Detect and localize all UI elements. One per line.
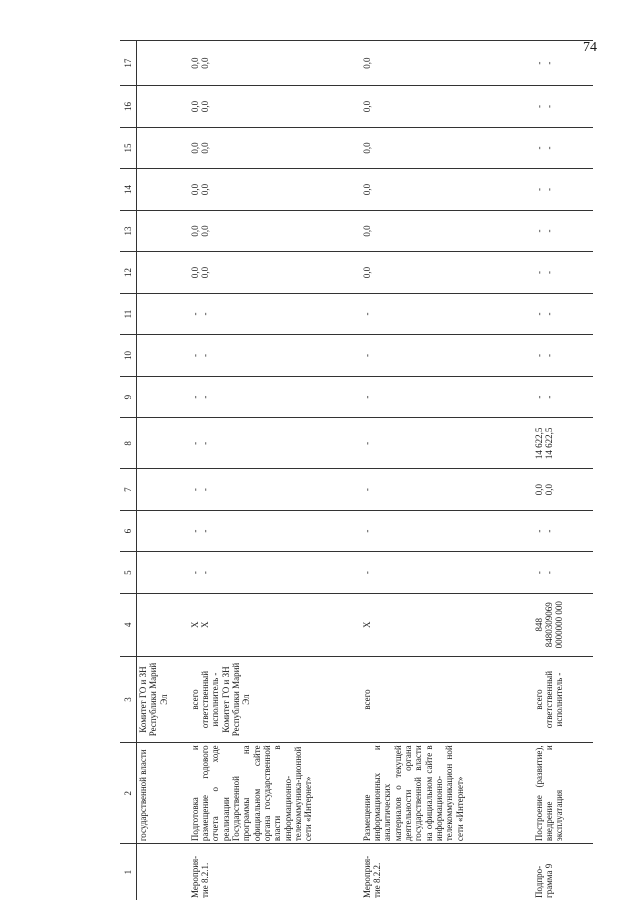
cell-responsible: Комитет ГО и ЗН Республики Марий Эл — [137, 656, 189, 743]
cell-line: - — [543, 104, 554, 108]
cell-line: Х — [199, 621, 210, 629]
header-cell: 14 — [120, 169, 137, 211]
cell-line: 14 622,5 — [533, 427, 544, 460]
cell-value — [137, 210, 189, 252]
cell-description: Размещение информационных и аналитических материалов о текущей деятельности органа государственной власти на официальном сайте в информационно-телекоммуникацион ной сети «Интернет» — [361, 743, 533, 844]
cell-value — [189, 127, 361, 169]
cell-line: 0,0 — [189, 225, 200, 237]
header-cell: 16 — [120, 86, 137, 128]
cell-value — [533, 293, 593, 335]
cell-line: 0,0 — [533, 483, 544, 496]
cell-value — [533, 376, 593, 418]
table-row — [361, 41, 533, 901]
cell-line: 0,0 — [189, 266, 200, 279]
cell-value — [189, 252, 361, 294]
header-cell: 5 — [120, 552, 137, 594]
cell-line: 0,0 — [199, 266, 210, 279]
cell-line: - — [533, 229, 544, 233]
cell-line: 0,0 — [189, 57, 200, 69]
cell-value — [137, 510, 189, 552]
cell-responsible: всего — [361, 656, 533, 743]
cell-id — [137, 844, 189, 900]
cell-value — [533, 127, 593, 169]
cell-value — [137, 293, 189, 335]
cell-value — [137, 86, 189, 128]
cell-value — [189, 418, 361, 469]
cell-value — [533, 41, 593, 86]
cell-value: - — [361, 293, 533, 335]
cell-line: - — [533, 354, 544, 358]
cell-value — [137, 376, 189, 418]
cell-value: - — [361, 469, 533, 511]
header-row — [120, 41, 137, 901]
cell-line: 0,0 — [199, 57, 210, 69]
cell-value: 0,0 — [361, 127, 533, 169]
header-cell: 12 — [120, 252, 137, 294]
header-cell: 11 — [120, 293, 137, 335]
cell-value — [189, 293, 361, 335]
cell-responsible — [533, 656, 593, 743]
cell-line: 0,0 — [199, 225, 210, 237]
cell-line: 848 — [533, 618, 544, 632]
cell-line: 0,0 — [543, 483, 554, 496]
cell-id: Мероприя-тие 8.2.1. — [189, 844, 361, 900]
header-cell: 2 — [120, 743, 137, 844]
cell-line: - — [533, 529, 544, 533]
cell-line: - — [543, 61, 554, 65]
cell-line: - — [189, 441, 200, 445]
cell-line: - — [543, 187, 554, 191]
cell-value: 0,0 — [361, 86, 533, 128]
cell-value — [533, 86, 593, 128]
cell-code — [533, 593, 593, 656]
cell-value — [137, 252, 189, 294]
cell-value — [189, 41, 361, 86]
cell-code — [137, 593, 189, 656]
cell-value — [137, 127, 189, 169]
cell-line: - — [543, 571, 554, 575]
cell-line: 14 622,5 — [543, 427, 554, 460]
header-cell: 7 — [120, 469, 137, 511]
header-cell: 15 — [120, 127, 137, 169]
cell-id: Мероприя-тие 8.2.2. — [361, 844, 533, 900]
cell-line: 0,0 — [189, 183, 200, 196]
cell-line: - — [199, 354, 210, 358]
cell-code: Х — [361, 593, 533, 656]
cell-responsible — [189, 656, 361, 743]
cell-line: - — [189, 529, 200, 533]
cell-value — [533, 252, 593, 294]
cell-value — [189, 376, 361, 418]
cell-line: ответственный исполнитель - — [543, 670, 565, 729]
cell-line: - — [199, 312, 210, 316]
header-cell: 13 — [120, 210, 137, 252]
cell-line: - — [543, 312, 554, 316]
cell-value: 0,0 — [361, 252, 533, 294]
table-row — [189, 41, 361, 901]
header-cell: 10 — [120, 335, 137, 377]
cell-line: - — [199, 441, 210, 445]
cell-value: - — [361, 335, 533, 377]
header-cell: 4 — [120, 593, 137, 656]
cell-line: - — [189, 395, 200, 399]
cell-value — [533, 510, 593, 552]
cell-line: - — [189, 354, 200, 358]
cell-value — [137, 169, 189, 211]
cell-line: - — [533, 271, 544, 275]
cell-value — [533, 552, 593, 594]
cell-line: - — [543, 395, 554, 399]
cell-line: ответственный исполнитель - Комитет ГО и ЗН Республики Марий Эл — [199, 662, 252, 737]
cell-value — [137, 552, 189, 594]
cell-value — [533, 469, 593, 511]
header-cell: 1 — [120, 844, 137, 900]
budget-table — [120, 40, 593, 900]
cell-line: 0,0 — [199, 142, 210, 154]
header-cell: 8 — [120, 418, 137, 469]
header-cell: 6 — [120, 510, 137, 552]
rotated-table — [120, 40, 639, 900]
cell-line: - — [199, 571, 210, 575]
header-cell: 9 — [120, 376, 137, 418]
cell-value: 0,0 — [361, 41, 533, 86]
cell-value — [189, 552, 361, 594]
cell-description: государственной власти — [137, 743, 189, 844]
cell-value — [189, 469, 361, 511]
cell-value — [137, 469, 189, 511]
cell-line: - — [189, 571, 200, 575]
cell-line: Х — [189, 621, 200, 629]
cell-line: - — [533, 312, 544, 316]
cell-line: - — [189, 488, 200, 492]
cell-line: всего — [189, 689, 200, 710]
cell-line: - — [533, 187, 544, 191]
cell-value — [189, 510, 361, 552]
cell-line: - — [543, 271, 554, 275]
cell-line: - — [533, 571, 544, 575]
cell-value — [137, 418, 189, 469]
table-row — [533, 41, 593, 901]
cell-value — [189, 86, 361, 128]
cell-line: - — [543, 529, 554, 533]
cell-value: - — [361, 418, 533, 469]
cell-line: - — [533, 146, 544, 150]
cell-line: - — [543, 146, 554, 150]
cell-line: - — [533, 104, 544, 108]
cell-line: - — [533, 61, 544, 65]
cell-value — [533, 169, 593, 211]
table-row — [137, 41, 189, 901]
cell-value — [533, 335, 593, 377]
cell-line: 0,0 — [199, 100, 210, 113]
cell-line: - — [189, 312, 200, 316]
cell-line: 0,0 — [189, 100, 200, 113]
cell-line: - — [543, 229, 554, 233]
cell-line: - — [199, 395, 210, 399]
cell-line: 0,0 — [199, 183, 210, 196]
cell-value: - — [361, 552, 533, 594]
header-cell: 17 — [120, 41, 137, 86]
cell-line: 0,0 — [189, 142, 200, 154]
page-number: 74 — [583, 40, 597, 55]
cell-value: 0,0 — [361, 210, 533, 252]
cell-value: 0,0 — [361, 169, 533, 211]
header-cell: 3 — [120, 656, 137, 743]
cell-value — [533, 418, 593, 469]
cell-line: - — [199, 529, 210, 533]
cell-line: - — [533, 395, 544, 399]
cell-value — [189, 335, 361, 377]
cell-value — [533, 210, 593, 252]
cell-value — [189, 210, 361, 252]
cell-value: - — [361, 376, 533, 418]
cell-code — [189, 593, 361, 656]
cell-line: всего — [533, 689, 544, 710]
cell-value — [137, 335, 189, 377]
cell-value — [189, 169, 361, 211]
cell-value — [137, 41, 189, 86]
cell-value: - — [361, 510, 533, 552]
cell-line: 8480309069 0000000 000 — [543, 601, 565, 649]
cell-description: Подготовка и размещение годового отчета о ходе реализации Государственной программы на официальном сайте органа государственной власти в информационно-телекоммуника-ционной сети «Интернет» — [189, 743, 361, 844]
cell-line: - — [199, 488, 210, 492]
cell-description: Построение (развитие), внедрение и эксплуатация — [533, 743, 593, 844]
cell-id: Подпро-грамма 9 — [533, 844, 593, 900]
cell-line: - — [543, 354, 554, 358]
